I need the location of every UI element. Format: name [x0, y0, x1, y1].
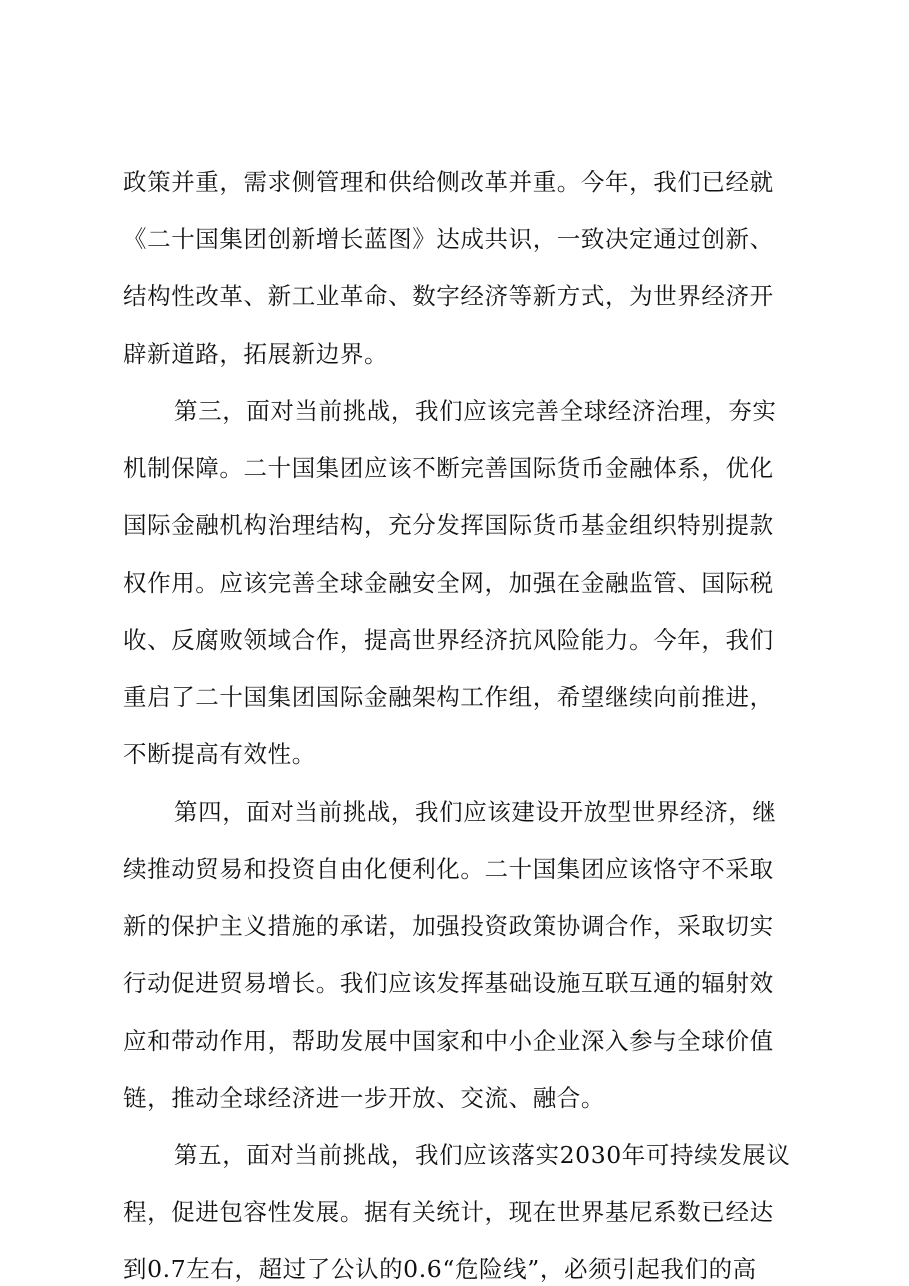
text-line: 第四，面对当前挑战，我们应该建设开放型世界经济，继 [174, 798, 777, 826]
text-line: 应和带动作用，帮助发展中国家和中小企业深入参与全球价值 [123, 1027, 774, 1055]
text-line: 第三，面对当前挑战，我们应该完善全球经济治理，夯实 [174, 397, 777, 425]
text-line: 续推动贸易和投资自由化便利化。二十国集团应该恪守不采取 [123, 855, 774, 883]
text-line: 机制保障。二十国集团应该不断完善国际货币金融体系，优化 [123, 454, 774, 482]
text-line: 权作用。应该完善全球金融安全网，加强在金融监管、国际税 [123, 569, 774, 597]
text-line: 新的保护主义措施的承诺，加强投资政策协调合作，采取切实 [123, 912, 774, 940]
text-line: 收、反腐败领域合作，提高世界经济抗风险能力。今年，我们 [123, 626, 774, 654]
text-line: 到0.7左右，超过了公认的0.6“危险线”，必须引起我们的高 [123, 1255, 757, 1283]
text-line: 行动促进贸易增长。我们应该发挥基础设施互联互通的辐射效 [123, 969, 774, 997]
text-line: 国际金融机构治理结构，充分发挥国际货币基金组织特别提款 [123, 511, 774, 539]
text-line: 链，推动全球经济进一步开放、交流、融合。 [123, 1084, 605, 1112]
text-line: 辟新道路，拓展新边界。 [123, 340, 389, 368]
text-line: 程，促进包容性发展。据有关统计，现在世界基尼系数已经达 [123, 1198, 774, 1226]
text-line: 不断提高有效性。 [123, 740, 316, 768]
text-line: 结构性改革、新工业革命、数字经济等新方式，为世界经济开 [123, 282, 774, 310]
text-line: 第五，面对当前挑战，我们应该落实2030年可持续发展议 [174, 1141, 791, 1169]
text-line: 重启了二十国集团国际金融架构工作组，希望继续向前推进， [123, 683, 774, 711]
text-line: 政策并重，需求侧管理和供给侧改革并重。今年，我们已经就 [123, 168, 774, 196]
text-line: 《二十国集团创新增长蓝图》达成共识，一致决定通过创新、 [123, 225, 774, 253]
